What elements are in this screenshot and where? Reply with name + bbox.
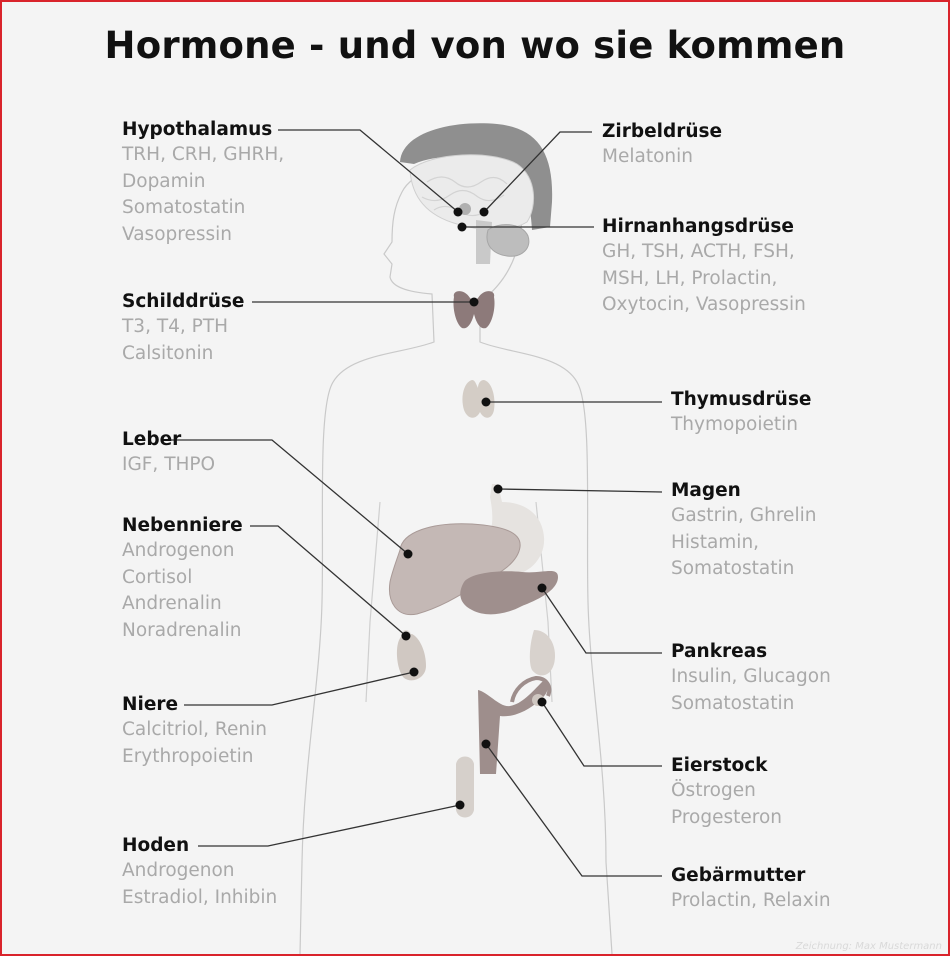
hormone-line: Dopamin xyxy=(122,170,206,192)
leader-nebenniere xyxy=(250,526,406,636)
leader-magen xyxy=(498,489,662,492)
hormone-line: Prolactin, Relaxin xyxy=(671,890,831,911)
label-gebaermutter xyxy=(671,864,831,915)
gland-name: Niere xyxy=(122,694,179,715)
hormone-line: Somatostatin xyxy=(671,558,795,579)
label-magen xyxy=(671,479,816,583)
image-credit: Zeichnung: Max Mustermann xyxy=(795,941,942,952)
hormone-line: Vasopressin xyxy=(122,223,232,245)
hormone-line: Estradiol, Inhibin xyxy=(122,886,278,908)
hormone-line: T3, T4, PTH xyxy=(122,316,229,337)
hormone-line: GH, TSH, ACTH, FSH, xyxy=(602,241,795,262)
hormone-line: Somatostatin xyxy=(671,692,795,714)
label-niere xyxy=(122,693,267,770)
kidney-right-organ xyxy=(530,630,555,675)
label-schilddruese xyxy=(122,290,244,367)
hormone-line: Thymopoietin xyxy=(671,414,799,435)
label-pankreas xyxy=(671,640,831,717)
arm-left-inner xyxy=(366,502,380,702)
label-eierstock xyxy=(671,754,782,831)
label-leber xyxy=(122,428,215,479)
label-nebenniere xyxy=(122,514,243,644)
hormone-line: Androgenon xyxy=(122,860,235,881)
hormone-line: Androgenon xyxy=(122,540,235,561)
gland-name: Nebenniere xyxy=(122,515,243,536)
hormone-line: Calcitriol, Renin xyxy=(122,719,267,740)
hormone-line: Andrenalin xyxy=(122,593,222,614)
gland-name: Magen xyxy=(671,480,741,501)
label-thymusdruese xyxy=(671,388,811,439)
pancreas-organ xyxy=(460,571,558,614)
gland-name: Gebärmutter xyxy=(671,865,806,886)
leader-eierstock xyxy=(542,702,662,766)
hormone-line: Insulin, Glucagon xyxy=(671,666,831,687)
leader-pankreas xyxy=(542,588,662,653)
thyroid-organ xyxy=(453,291,494,328)
hormone-line: Cortisol xyxy=(122,566,193,588)
hormone-line: Erythropoietin xyxy=(122,745,254,767)
label-zirbeldruese xyxy=(602,120,722,171)
gland-name: Hirnanhangsdrüse xyxy=(602,216,794,237)
page-title: Hormone - und von wo sie kommen xyxy=(104,24,846,67)
hormone-line: Calsitonin xyxy=(122,342,214,364)
hormone-line: Östrogen xyxy=(671,780,756,801)
label-hoden xyxy=(122,834,277,911)
hormone-line: IGF, THPO xyxy=(122,454,216,475)
hormone-line: Noradrenalin xyxy=(122,619,242,641)
gland-name: Leber xyxy=(122,429,182,450)
hormone-line: Gastrin, Ghrelin xyxy=(671,505,817,526)
gland-name: Thymusdrüse xyxy=(671,389,812,410)
label-hirnanhangsdruese xyxy=(602,215,806,319)
hormone-line: Progesteron xyxy=(671,806,782,828)
hormone-line: MSH, LH, Prolactin, xyxy=(602,267,778,289)
gland-name: Zirbeldrüse xyxy=(602,121,723,142)
hormone-line: TRH, CRH, GHRH, xyxy=(122,144,285,165)
hormone-line: Melatonin xyxy=(602,146,693,167)
thymus-organ xyxy=(462,380,494,418)
gland-name: Eierstock xyxy=(671,755,768,776)
leader-gebaermutter xyxy=(486,744,662,876)
hormone-line: Somatostatin xyxy=(122,197,246,218)
gland-name: Pankreas xyxy=(671,641,768,662)
label-hypothalamus xyxy=(122,118,284,248)
gland-name: Hoden xyxy=(122,835,190,856)
hormone-line: Histamin, xyxy=(671,531,760,553)
cerebellum xyxy=(487,225,529,257)
gland-name: Hypothalamus xyxy=(122,119,273,140)
hormone-line: Oxytocin, Vasopressin xyxy=(602,294,806,315)
gland-name: Schilddrüse xyxy=(122,291,245,312)
